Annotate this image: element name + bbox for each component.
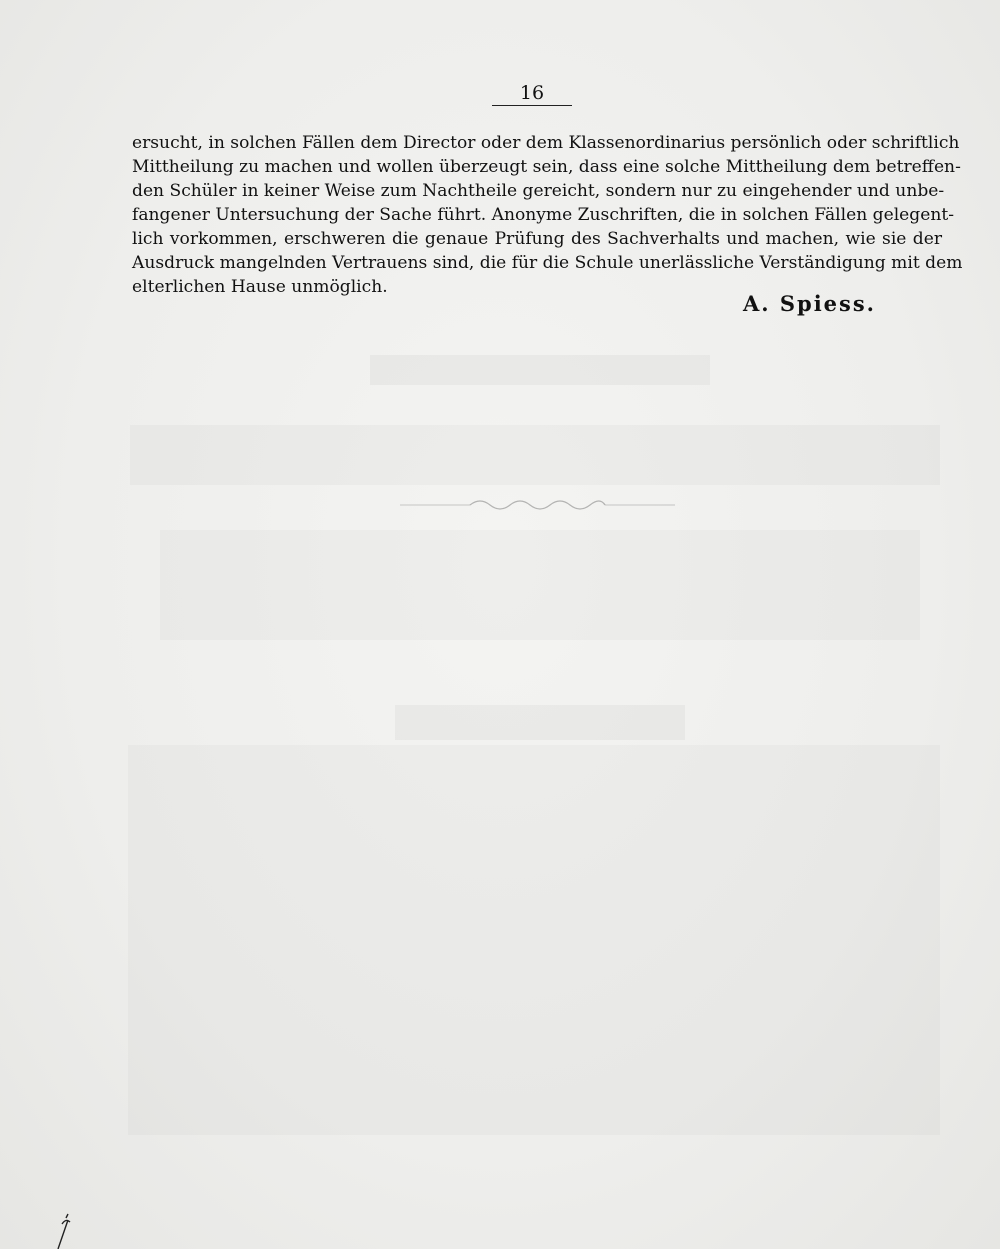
text-line: Ausdruck mangelnden Vertrauens sind, die für die Schule unerlässliche Verständigung mit dem	[132, 253, 963, 273]
text-line: den Schüler in keiner Weise zum Nachtheile gereicht, sondern nur zu eingehender und unbe-	[132, 181, 945, 201]
page-number: 16	[519, 82, 545, 104]
text-line: ersucht, in solchen Fällen dem Director oder dem Klassenordinarius persönlich oder schriftlich	[132, 133, 960, 153]
show-through-block-3	[160, 530, 920, 640]
show-through-block-1	[370, 355, 710, 385]
body-paragraph	[132, 131, 963, 299]
signature: A. Spiess.	[742, 291, 876, 316]
show-through-block-2	[130, 425, 940, 485]
show-through-block-4	[395, 705, 685, 740]
margin-mark	[50, 1210, 80, 1249]
text-line: fangener Untersuchung der Sache führt. Anonyme Zuschriften, die in solchen Fällen gelegent-	[132, 205, 955, 225]
show-through-block-5	[128, 745, 940, 1135]
page-number-rule	[492, 105, 572, 106]
text-line: Mittheilung zu machen und wollen überzeugt sein, dass eine solche Mittheilung dem betreffen-	[132, 157, 961, 177]
text-line: elterlichen Hause unmöglich.	[132, 277, 388, 297]
text-line: lich vorkommen, erschweren die genaue Prüfung des Sachverhalts und machen, wie sie der	[132, 229, 942, 249]
ornament-divider	[400, 497, 675, 513]
